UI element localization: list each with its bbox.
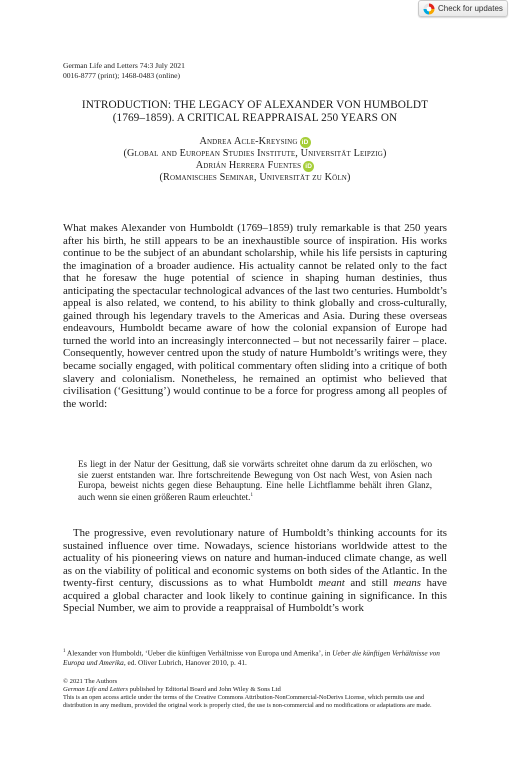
publisher-text: published by Editorial Board and John Wiley & Sons Ltd [128, 686, 281, 694]
paragraph-text: What makes Alexander von Humboldt (1769–1859) truly remarkable is that 250 years after his birth, he still appears to be an inexhaustible source of inspiration. His works continue to be the subject of an abundant scholarship, while his life persists in capturing the imagination of a broader audience. His actuality cannot be related only to the fact that he foresaw the huge potential of science in shaping human destinies, thus anticipating the spectacular technological advances of the last two centuries. Humboldt’s appeal is also related, we contend, to his ability to think globally and cross-culturally, gained through his legendary travels to the Americas and Asia. During these overseas endeavours, Humboldt became aware of how the colonial expansion of Europe had turned the world into an increasingly interconnected – but not necessarily fairer – place. Consequently, however centred upon the study of nature Humboldt’s writings were, they became socially engaged, with political commentary often sliding into a critique of both slavery and colonialism. Nonetheless, he remained an optimist who believed that civilisation (‘Gesittung’) would continue to be a force for progress among all peoples of the world: [63, 222, 447, 410]
footnote-text-a: Alexander von Humboldt, ‘Ueber die künftigen Verhältnisse von Europa und Amerika’, in [65, 648, 333, 658]
title-line-1: INTRODUCTION: THE LEGACY OF ALEXANDER VON HUMBOLDT [81, 99, 429, 111]
footnote-number: 1 [63, 649, 66, 654]
journal-issue: German Life and Letters 74:3 July 2021 [63, 61, 185, 70]
license-terms: This is an open access article under the terms of the Creative Commons Attribution-NonCommercial-NoDerivs License, which permits use and distribution in any medium, provided the original work is properly cited, the use is non-commercial and no modifications or adaptations are made. [63, 694, 432, 710]
author-1-affiliation: (Global and European Studies Institute, Universität Leipzig) [123, 148, 387, 159]
author-2 [63, 160, 447, 172]
publisher-line [63, 686, 447, 694]
footnote-italic-title: Ueber die künftigen Verhältnisse von Europa und Amerika [63, 648, 440, 667]
journal-info [63, 61, 185, 81]
copyright: © 2021 The Authors [63, 678, 118, 685]
license-block [63, 678, 447, 710]
check-for-updates-label: Check for updates [438, 4, 503, 13]
orcid-icon[interactable]: iD [303, 161, 314, 172]
author-block [63, 136, 447, 184]
crossmark-icon [423, 3, 435, 15]
title-line-2: (1769–1859). A CRITICAL REAPPRAISAL 250 YEARS ON [112, 111, 398, 124]
paragraph-2-text-b: and still [344, 577, 394, 590]
check-for-updates-button[interactable] [418, 0, 508, 17]
emphasis-means: means [393, 577, 421, 590]
journal-issn: 0016-8777 (print); 1468-0483 (online) [63, 71, 181, 80]
article-title [63, 99, 447, 124]
footnote [63, 647, 447, 667]
paragraph-text [63, 527, 447, 615]
orcid-icon[interactable]: iD [300, 137, 311, 148]
author-2-affiliation: (Romanisches Seminar, Universität zu Köln) [159, 171, 351, 183]
footnote-text-b: , ed. Oliver Lubrich, Hanover 2010, p. 41. [123, 657, 247, 667]
body-paragraph-2 [63, 527, 447, 615]
body-paragraph-1 [63, 222, 447, 410]
author-1 [63, 136, 447, 148]
journal-name: German Life and Letters [63, 686, 129, 694]
paragraph-2-text-c: have acquired a global character and look likely to continue gaining in significance. In this Special Number, we aim to provide a reappraisal of Humboldt’s work [63, 577, 447, 615]
footnote-mark[interactable]: 1 [250, 492, 253, 498]
emphasis-meant: meant [318, 577, 345, 590]
author-2-name: Adrián Herrera Fuentes [195, 159, 302, 171]
quote-text: Es liegt in der Natur der Gesittung, daß sie vorwärts schreitet ohne darum da zu erlöschen, wo sie zuerst entstanden war. Ihre fortschreitende Bewegung von Ost nach West, von Asien nach Europa, beweist nichts gegen diese Behauptung. Eine helle Lichtflamme behält ihren Glanz, auch wenn sie einen größeren Raum erleuchtet. [78, 459, 432, 502]
block-quote [78, 459, 432, 502]
paragraph-2-text-a: The progressive, even revolutionary nature of Humboldt’s thinking accounts for its sustained influence over time. Nowadays, science historians worldwide attest to the actuality of his pioneering views on nature and human-induced climate change, as well as on the viability of political and economic systems on both sides of the Atlantic. In the twenty-first century, discussions as to what Humboldt [63, 527, 447, 590]
author-1-name: Andrea Acle-Kreysing [199, 136, 298, 147]
